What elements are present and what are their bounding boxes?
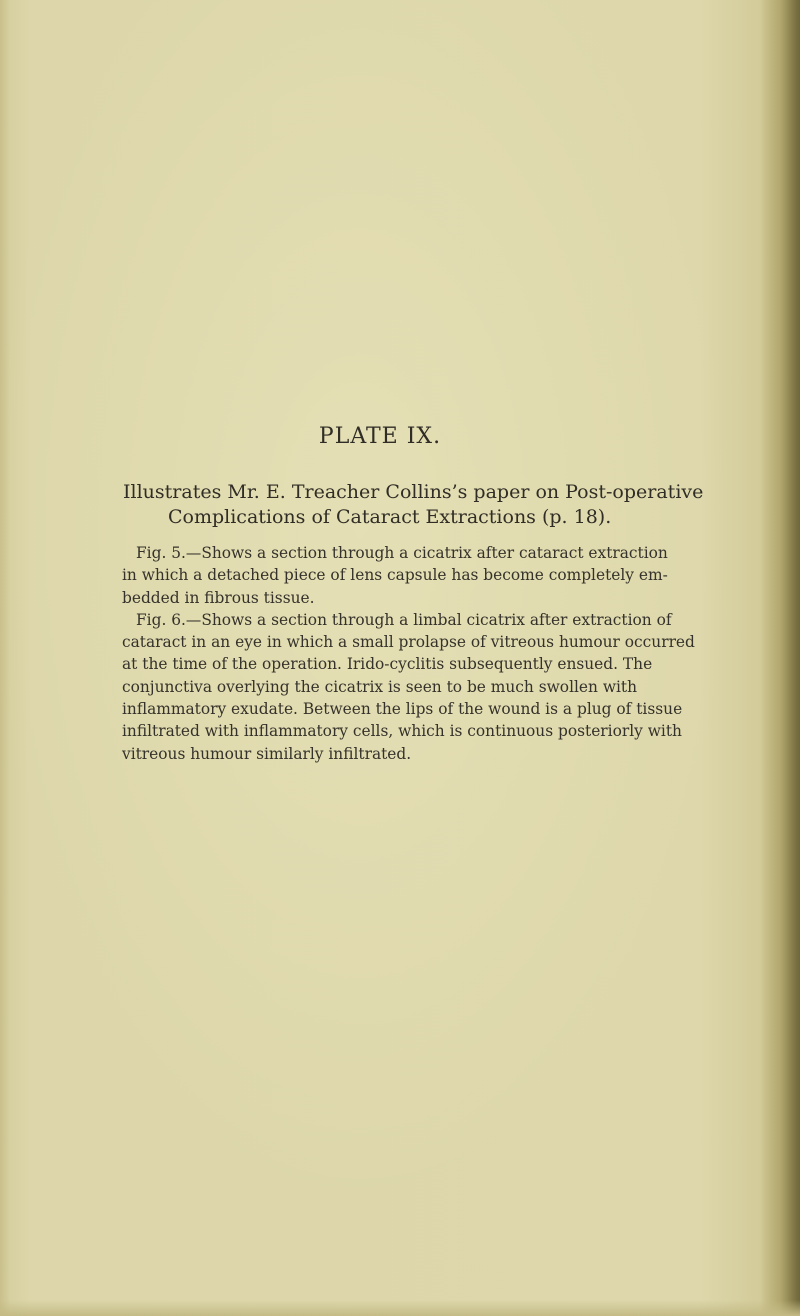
fig5-line: Fig. 5.—Shows a section through a cicatrix after cataract extraction (136, 544, 668, 562)
fig6-line: Fig. 6.—Shows a section through a limbal cicatrix after extraction of (136, 610, 672, 629)
bottom-page-edge (0, 1300, 800, 1316)
fig6-line: inflammatory exudate. Between the lips of the wound is a plug of tissue (122, 700, 683, 719)
intro-line: Illustrates Mr. E. Treacher Collins’s paper on Post-operative (123, 481, 704, 503)
fig6-line: cataract in an eye in which a small prolapse of vitreous humour occurred (122, 633, 695, 652)
right-page-edge (760, 0, 800, 1316)
fig5-line: in which a detached piece of lens capsule has become completely em- (122, 566, 668, 585)
fig6-line: conjunctiva overlying the cicatrix is seen to be much swollen with (122, 677, 638, 696)
fig6-line: infiltrated with inflammatory cells, which is continuous posteriorly with (122, 722, 682, 741)
intro-line: Complications of Cataract Extractions (p. 18). (168, 506, 612, 528)
figure-descriptions (122, 542, 762, 765)
plate-title: PLATE IX. (318, 424, 442, 449)
left-page-edge (0, 0, 10, 1316)
intro-paragraph (123, 480, 763, 530)
fig5-line: bedded in fibrous tissue. (122, 588, 315, 607)
fig6-line: at the time of the operation. Irido-cyclitis subsequently ensued. The (122, 655, 653, 674)
fig6-line: vitreous humour similarly infiltrated. (122, 744, 412, 763)
